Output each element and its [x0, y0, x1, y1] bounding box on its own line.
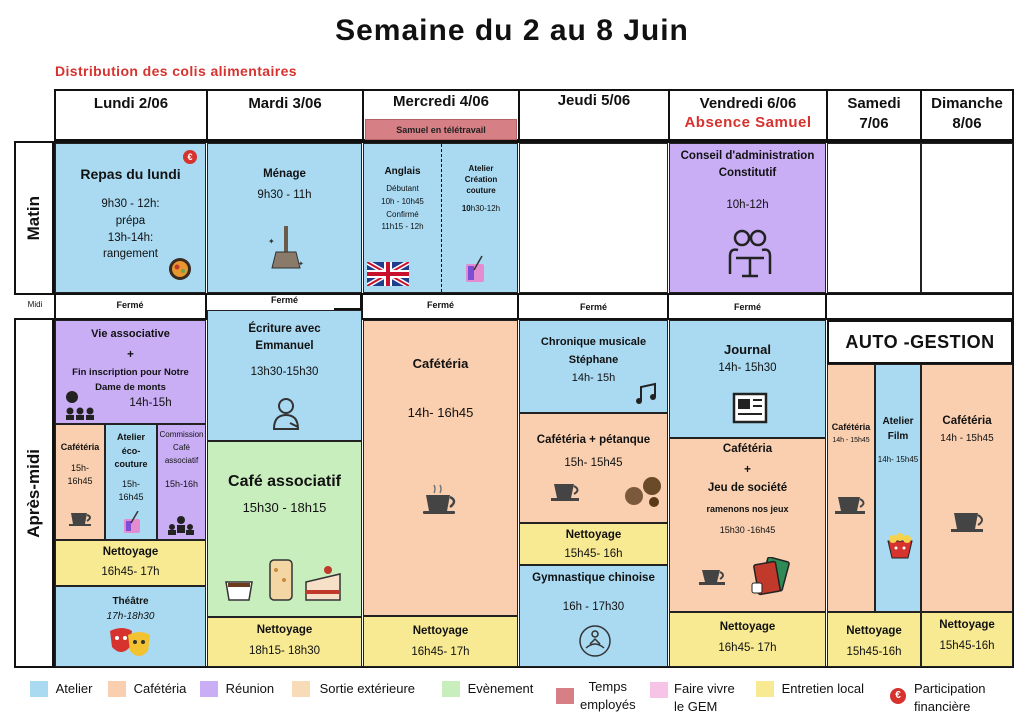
page-title: Semaine du 2 au 8 Juin [335, 14, 689, 47]
legend-entretien: Entretien local [756, 680, 864, 714]
event-commission-cafe: Commission Café associatif 15h-16h [157, 424, 206, 540]
event-mercredi-matin [363, 143, 518, 293]
meditation-icon [578, 624, 612, 658]
sewing-icon [460, 254, 490, 284]
legend-atelier: Atelier [30, 680, 92, 714]
event-chronique-musicale: Chronique musicale Stéphane 14h- 15h [519, 320, 668, 413]
event-vendredi-nettoyage: Nettoyage 16h45- 17h [669, 612, 826, 667]
meeting-icon [724, 228, 776, 280]
event-samedi-cafeteria: Cafétéria 14h - 15h45 [827, 364, 875, 612]
event-atelier-eco-couture: Atelier éco- couture 15h- 16h45 [105, 424, 157, 540]
svg-text:✦: ✦ [298, 261, 304, 268]
event-mardi-nettoyage: Nettoyage 18h15- 18h30 [207, 617, 362, 667]
event-gymnastique-chinoise: Gymnastique chinoise 16h - 17h30 [519, 565, 668, 667]
jeudi-matin-empty [519, 143, 668, 293]
euro-icon: € [183, 150, 197, 164]
board-game-icon [750, 557, 798, 597]
event-dimanche-cafeteria: Cafétéria 14h - 15h45 [921, 364, 1013, 612]
row-label-apres-midi: Après-midi [14, 318, 54, 668]
swatch-atelier [30, 681, 48, 697]
event-samedi-nettoyage: Nettoyage 15h45-16h [827, 612, 921, 667]
cafe-snacks-icon [222, 554, 350, 606]
absence-note: Absence Samuel [684, 114, 812, 131]
event-dimanche-nettoyage: Nettoyage 15h45-16h [921, 612, 1013, 667]
page-subtitle: Distribution des colis alimentaires [55, 63, 297, 79]
day-header-dimanche: Dimanche 8/06 [920, 89, 1014, 141]
coffee-cup-icon [550, 476, 584, 504]
teletravail-note: Samuel en télétravail [365, 119, 517, 140]
event-cafe-associatif: Café associatif 15h30 - 18h15 [207, 441, 362, 617]
writer-icon [270, 397, 302, 431]
event-mercredi-nettoyage: Nettoyage 16h45- 17h [363, 616, 518, 667]
group-icon [166, 515, 196, 535]
auto-gestion-banner: AUTO -GESTION [827, 320, 1013, 364]
event-atelier-couture: Atelier Création couture 10h30-12h [444, 144, 518, 292]
event-atelier-film: Atelier Film 14h- 15h45 [875, 364, 921, 612]
day-header-mercredi: Mercredi 4/06 Samuel en télétravail [362, 89, 520, 141]
midi-ferme-vendredi: Fermé [733, 302, 761, 312]
midi-ferme-mardi: Fermé [270, 295, 298, 305]
sewing-icon [120, 511, 144, 533]
dimanche-matin-empty [921, 143, 1013, 293]
event-cafeteria-jeu-societe: Cafétéria + Jeu de société ramenons nos jeux 15h30 -16h45 [669, 438, 826, 612]
midi-top-line [54, 293, 1014, 295]
coffee-cup-icon [950, 505, 988, 537]
midi-ferme-jeudi: Fermé [579, 302, 607, 312]
legend-reunion: Réunion [200, 680, 274, 714]
coffee-cup-icon [422, 483, 460, 517]
row-label-midi: Midi [27, 300, 43, 309]
event-lundi-cafeteria: Cafétéria 15h- 16h45 [55, 424, 105, 540]
midi-ferme-lundi: Fermé [116, 300, 144, 310]
day-header-mardi: Mardi 3/06 [206, 89, 364, 141]
petanque-balls-icon [624, 474, 664, 508]
coffee-cup-icon [68, 507, 94, 527]
event-journal: Journal 14h- 15h30 [669, 320, 826, 438]
day-header-jeudi: Jeudi 5/06 [518, 89, 670, 141]
svg-text:✦: ✦ [268, 237, 275, 246]
event-mercredi-cafeteria: Cafétéria 14h- 16h45 [363, 320, 518, 616]
day-header-lundi: Lundi 2/06 [54, 89, 208, 141]
newspaper-icon [730, 391, 770, 425]
euro-icon: € [890, 688, 906, 704]
samedi-matin-empty [827, 143, 921, 293]
event-anglais: Anglais Débutant 10h - 10h45 Confirmé 11h15 - 12h [364, 144, 442, 292]
theatre-masks-icon [106, 625, 154, 661]
event-repas-lundi: Repas du lundi 9h30 - 12h: prépa 13h-14h: rangement € [55, 143, 206, 293]
legend-sortie: Sortie extérieure [292, 680, 415, 714]
music-notes-icon [635, 381, 659, 405]
broom-icon [266, 224, 306, 272]
event-lundi-nettoyage: Nettoyage 16h45- 17h [55, 540, 206, 586]
event-jeudi-nettoyage: Nettoyage 15h45- 16h [519, 523, 668, 565]
uk-flag-icon [367, 262, 409, 286]
legend-evenement: Evènement [442, 680, 533, 714]
event-conseil-administration: Conseil d'administration Constitutif 10h-12h [669, 143, 826, 293]
food-bowl-icon [167, 256, 193, 282]
coffee-cup-icon [698, 565, 728, 587]
event-theatre: Théâtre 17h-18h30 [55, 586, 206, 667]
midi-ferme-mercredi: Fermé [426, 300, 454, 310]
coffee-cup-icon [834, 489, 870, 519]
event-cafeteria-petanque: Cafétéria + pétanque 15h- 15h45 [519, 413, 668, 523]
popcorn-icon [884, 531, 916, 559]
row-label-matin: Matin [14, 141, 54, 295]
day-header-vendredi: Vendredi 6/06 Absence Samuel [668, 89, 828, 141]
day-header-samedi: Samedi 7/06 [826, 89, 922, 141]
event-vie-associative: Vie associative + Fin inscription pour Notre Dame de monts 14h-15h [55, 320, 206, 424]
event-menage: Ménage 9h30 - 11h ✦ ✦ [207, 143, 362, 293]
legend-cafeteria: Cafétéria [108, 680, 186, 714]
event-ecriture-emmanuel: Écriture avec Emmanuel 13h30-15h30 [207, 310, 362, 441]
group-icon [64, 391, 100, 421]
